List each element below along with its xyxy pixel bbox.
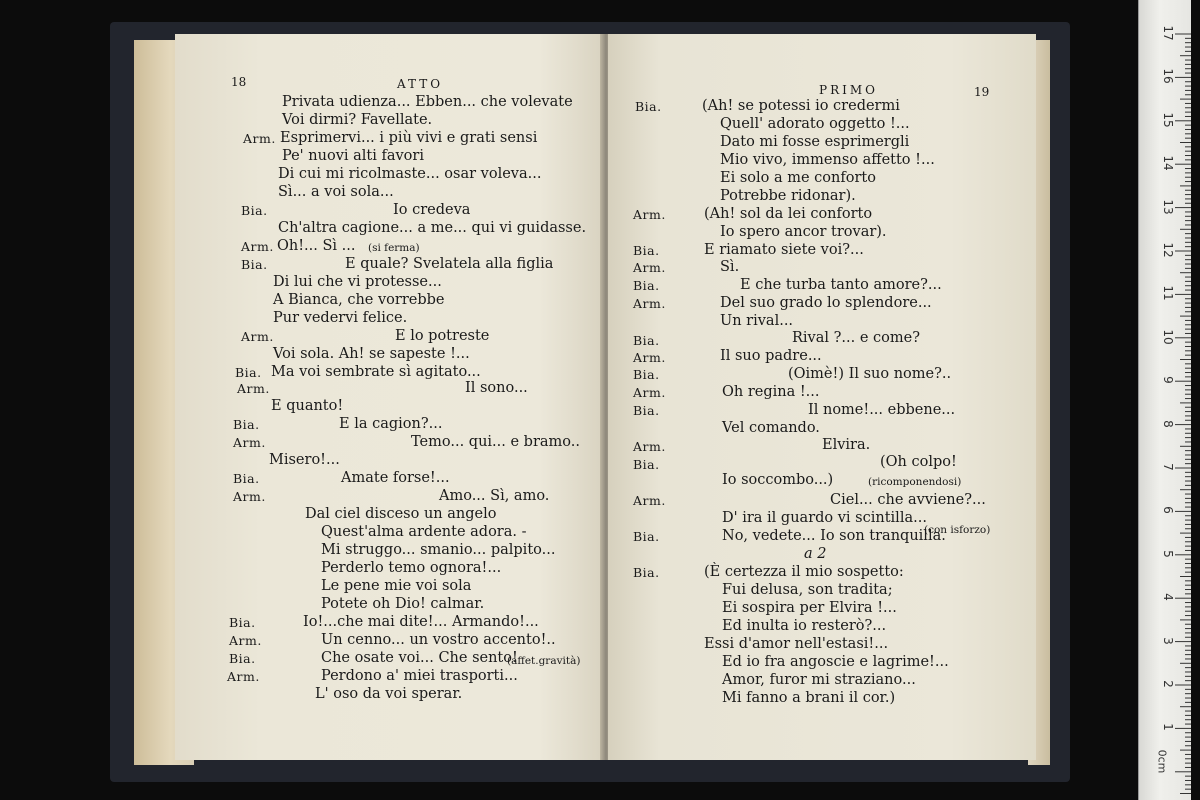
verse-line: Pe' nuovi alti favori xyxy=(282,148,424,164)
verse-line: Ed io fra angoscie e lagrime!... xyxy=(722,654,949,670)
verse-line: (Ah! sol da lei conforto xyxy=(704,206,873,222)
verse-line: Ei sospira per Elvira !... xyxy=(722,600,897,616)
page-number: 18 xyxy=(231,75,247,89)
speaker-label: Bia. xyxy=(233,471,260,486)
verse-line: E che turba tanto amore?... xyxy=(740,277,942,293)
ruler-number: 1 xyxy=(1161,723,1175,732)
ruler-number: 2 xyxy=(1161,680,1175,688)
verse-line: A Bianca, che vorrebbe xyxy=(273,292,445,308)
verse-line: No, vedete... Io son tranquilla. xyxy=(722,528,946,544)
verse-line: Elvira. xyxy=(822,437,871,453)
speaker-label: Bia. xyxy=(635,99,662,114)
verse-line: Un rival... xyxy=(720,313,794,329)
speaker-label: Arm. xyxy=(233,489,266,504)
verse-line: Io credeva xyxy=(393,202,471,218)
verse-line: Oh!... Sì ... xyxy=(277,238,356,254)
speaker-label: Arm. xyxy=(241,239,274,254)
verse-line: Sì... a voi sola... xyxy=(278,184,394,200)
speaker-label: Arm. xyxy=(227,669,260,684)
speaker-label: Arm. xyxy=(229,633,262,648)
ruler-number: 5 xyxy=(1161,549,1175,558)
speaker-label: Bia. xyxy=(233,417,260,432)
verse-line: Mi fanno a brani il cor.) xyxy=(722,690,896,706)
verse-line: Rival ?... e come? xyxy=(792,330,920,346)
ruler-number: 3 xyxy=(1161,636,1175,645)
stage-direction: (affet.gravità) xyxy=(507,655,581,667)
verse-line: Sì. xyxy=(720,259,740,275)
speaker-label: Bia. xyxy=(633,278,660,293)
verse-line: Mio vivo, immenso affetto !... xyxy=(720,152,935,168)
verse-line: D' ira il guardo vi scintilla... xyxy=(722,510,927,526)
speaker-label: Bia. xyxy=(229,651,256,666)
verse-line: Di lui che vi protesse... xyxy=(273,274,442,290)
speaker-label: Arm. xyxy=(243,131,276,146)
verse-line: Che osate voi... Che sento! xyxy=(321,650,518,666)
verse-line: Perderlo temo ognora!... xyxy=(321,560,502,576)
verse-line: E lo potreste xyxy=(395,328,490,344)
speaker-label: Bia. xyxy=(241,257,268,272)
verse-line: E la cagion?... xyxy=(339,416,443,432)
ruler-number: 4 xyxy=(1161,593,1175,601)
verse-line: Ei solo a me conforto xyxy=(720,170,876,186)
speaker-label: Bia. xyxy=(633,333,660,348)
ruler-number: 14 xyxy=(1161,155,1175,171)
verse-line: Dato mi fosse esprimergli xyxy=(720,134,910,150)
verse-line: Il nome!... ebbene... xyxy=(808,402,956,418)
ruler-number: 16 xyxy=(1161,68,1175,85)
ruler-number: 15 xyxy=(1161,112,1175,128)
verse-line: Amo... Sì, amo. xyxy=(439,488,550,504)
page-number: 19 xyxy=(974,85,990,99)
verse-line: Potete oh Dio! calmar. xyxy=(321,596,485,612)
verse-line: Mi struggo... smanio... palpito... xyxy=(321,542,556,558)
verse-line: (È certezza il mio sospetto: xyxy=(704,564,904,580)
verse-line: Misero!... xyxy=(269,452,340,468)
verse-line: Ma voi sembrate sì agitato... xyxy=(271,364,481,380)
verse-line: (Oh colpo! xyxy=(880,454,957,470)
verse-line: (Oimè!) Il suo nome?.. xyxy=(788,366,952,382)
verse-line: Un cenno... un vostro accento!.. xyxy=(321,632,556,648)
verse-line: Io!...che mai dite!... Armando!... xyxy=(303,614,539,630)
speaker-label: Arm. xyxy=(633,493,666,508)
verse-line: Amor, furor mi straziano... xyxy=(722,672,916,688)
speaker-label: Bia. xyxy=(241,203,268,218)
verse-line: Oh regina !... xyxy=(722,384,820,400)
ruler-number: 8 xyxy=(1161,419,1175,428)
speaker-label: Bia. xyxy=(633,529,660,544)
speaker-label: Bia. xyxy=(633,565,660,580)
verse-line: Privata udienza... Ebben... che volevate xyxy=(282,94,573,110)
ruler-number: 11 xyxy=(1161,285,1175,302)
verse-line: Esprimervi... i più vivi e grati sensi xyxy=(280,130,538,146)
duet-marker: a 2 xyxy=(804,546,827,562)
verse-line: Voi sola. Ah! se sapeste !... xyxy=(273,346,470,362)
speaker-label: Arm. xyxy=(233,435,266,450)
verse-line: Essi d'amor nell'estasi!... xyxy=(704,636,889,652)
verse-line: Potrebbe ridonar). xyxy=(720,188,856,204)
speaker-label: Bia. xyxy=(633,367,660,382)
verse-line: Io soccombo...) xyxy=(722,472,834,488)
verse-line: (Ah! se potessi io credermi xyxy=(702,98,900,114)
verse-line: Del suo grado lo splendore... xyxy=(720,295,932,311)
verse-line: Vel comando. xyxy=(722,420,820,436)
speaker-label: Arm. xyxy=(633,260,666,275)
stage-direction: (ricomponendosi) xyxy=(868,476,962,488)
verse-line: Quest'alma ardente adora. - xyxy=(321,524,527,540)
verse-line: Voi dirmi? Favellate. xyxy=(282,112,433,128)
verse-line: Io spero ancor trovar). xyxy=(720,224,887,240)
left-page xyxy=(175,34,603,760)
verse-line: E quale? Svelatela alla figlia xyxy=(345,256,554,272)
ruler-number: 10 xyxy=(1161,329,1175,345)
ruler-number: 6 xyxy=(1161,506,1175,515)
verse-line: E quanto! xyxy=(271,398,344,414)
page-header: PRIMO xyxy=(819,83,878,97)
verse-line: Il sono... xyxy=(465,380,528,396)
speaker-label: Arm. xyxy=(633,207,666,222)
speaker-label: Arm. xyxy=(633,385,666,400)
verse-line: Ch'altra cagione... a me... qui vi guidasse. xyxy=(278,220,587,236)
verse-line: Quell' adorato oggetto !... xyxy=(720,116,910,132)
ruler-number: 17 xyxy=(1161,25,1175,41)
speaker-label: Arm. xyxy=(633,296,666,311)
verse-line: Fui delusa, son tradita; xyxy=(722,582,893,598)
ruler-number: 7 xyxy=(1161,463,1175,471)
verse-line: Temo... qui... e bramo.. xyxy=(411,434,580,450)
right-page xyxy=(608,34,1036,760)
speaker-label: Arm. xyxy=(633,350,666,365)
page-header: ATTO xyxy=(397,77,444,91)
ruler-unit-label: 0cm xyxy=(1155,749,1169,774)
speaker-label: Bia. xyxy=(229,615,256,630)
ruler-number: 12 xyxy=(1161,242,1175,258)
speaker-label: Bia. xyxy=(235,365,262,380)
speaker-label: Bia. xyxy=(633,457,660,472)
ruler-number: 9 xyxy=(1161,376,1175,384)
verse-line: E riamato siete voi?... xyxy=(704,242,864,258)
speaker-label: Bia. xyxy=(633,403,660,418)
verse-line: Perdono a' miei trasporti... xyxy=(321,668,518,684)
verse-line: Ed inulta io resterò?... xyxy=(722,618,887,634)
speaker-label: Bia. xyxy=(633,243,660,258)
ruler-number: 13 xyxy=(1161,198,1175,215)
verse-line: Dal ciel disceso un angelo xyxy=(305,506,497,522)
speaker-label: Arm. xyxy=(237,381,270,396)
stage-direction: (si ferma) xyxy=(368,242,420,254)
verse-line: Pur vedervi felice. xyxy=(273,310,408,326)
speaker-label: Arm. xyxy=(241,329,274,344)
stage-direction: (con isforzo) xyxy=(924,524,991,536)
verse-line: Ciel... che avviene?... xyxy=(830,492,986,508)
verse-line: Amate forse!... xyxy=(341,470,450,486)
verse-line: L' oso da voi sperar. xyxy=(315,686,463,702)
verse-line: Le pene mie voi sola xyxy=(321,578,472,594)
verse-line: Di cui mi ricolmaste... osar voleva... xyxy=(278,166,542,182)
speaker-label: Arm. xyxy=(633,439,666,454)
verse-line: Il suo padre... xyxy=(720,348,822,364)
